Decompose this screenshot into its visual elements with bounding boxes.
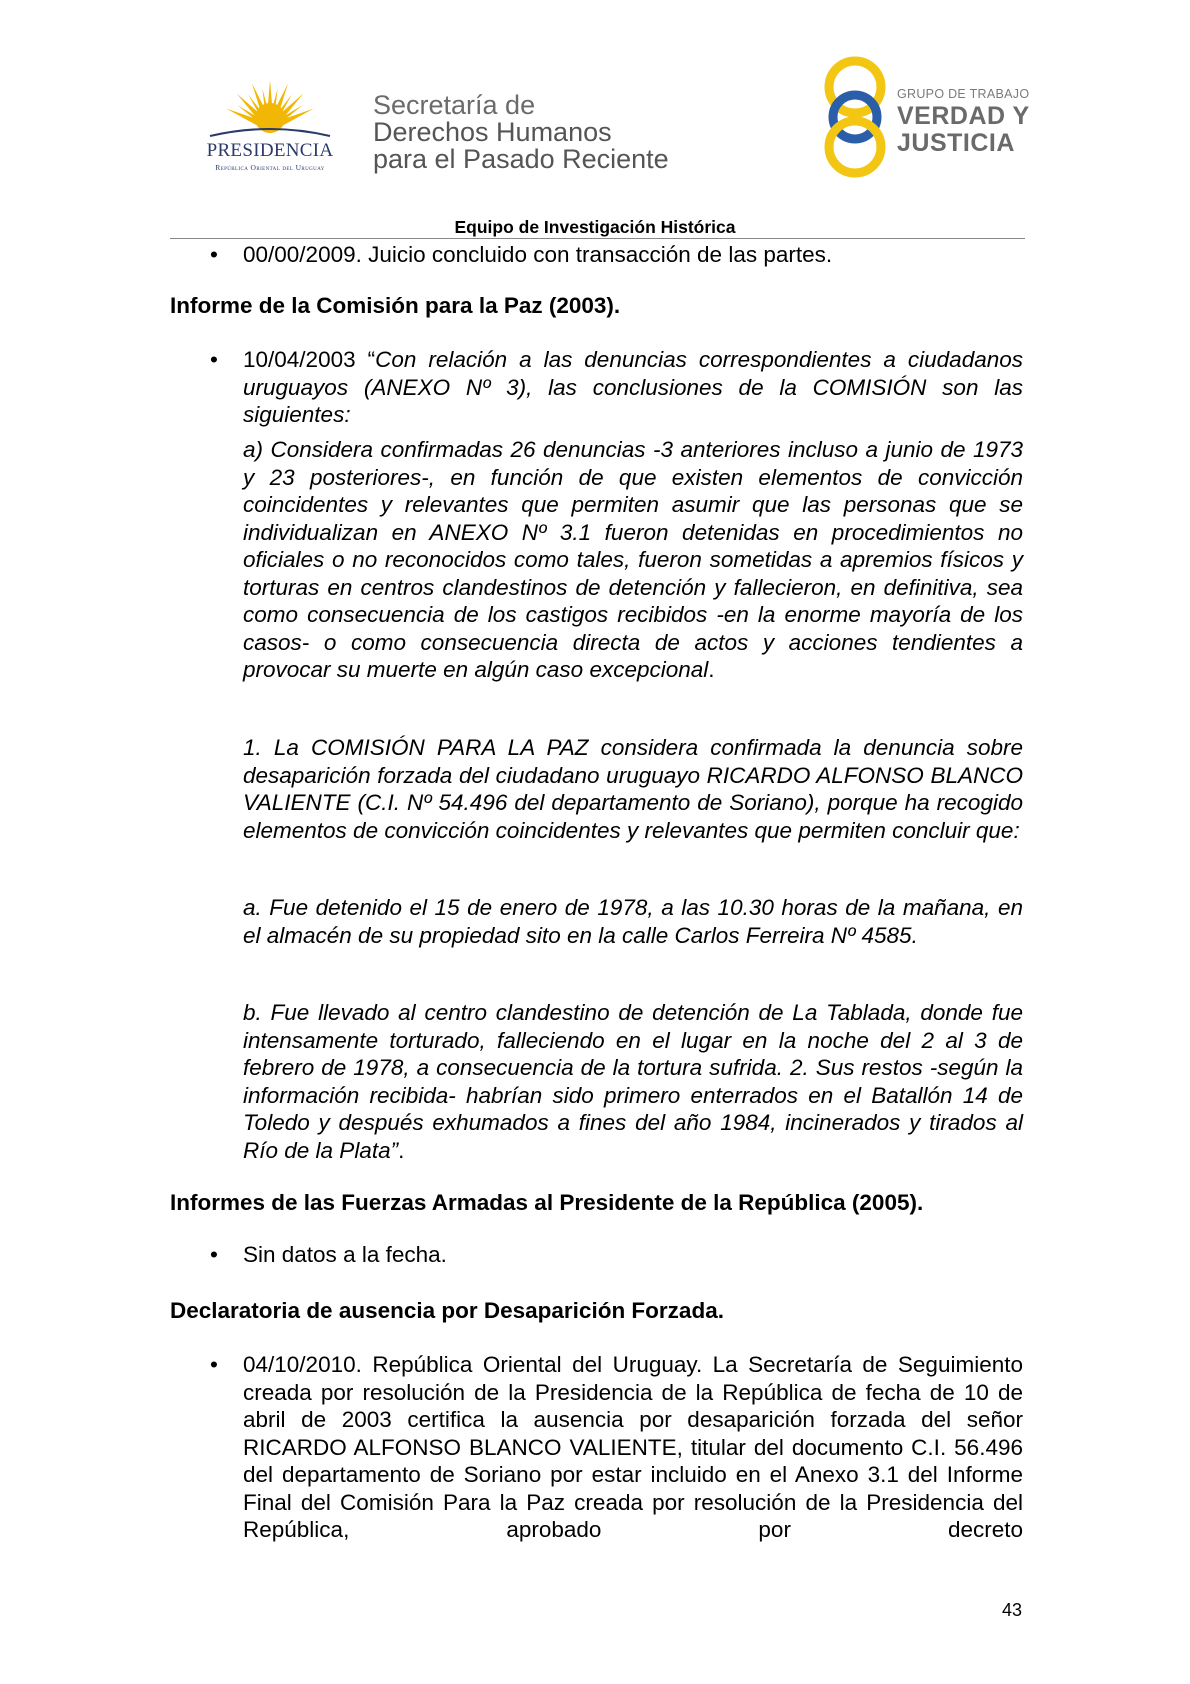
verdad-label: VERDAD Y [897, 102, 1030, 130]
secretaria-title [373, 92, 669, 173]
sun-emblem-icon [195, 78, 345, 140]
paragraph-a [243, 436, 1023, 684]
presidencia-logo [195, 78, 355, 178]
paragraph-a-end: . [708, 657, 715, 682]
section-heading-fuerzas-armadas: Informes de las Fuerzas Armadas al Presidente de la República (2005). [170, 1190, 924, 1215]
secretaria-line-1: Secretaría de [373, 90, 536, 120]
header-divider [170, 238, 1025, 239]
grupo-label: GRUPO DE TRABAJO [897, 87, 1030, 101]
bullet-icon: • [210, 1352, 218, 1377]
paragraph-a-text: a) Considera confirmadas 26 denuncias -3 anteriores incluso a junio de 1973 y 23 posteriores-, en función de que existen elementos de convicción coincidentes y relevantes que permiten asumir que las personas que se individualizan en ANEXO Nº 3.1 fueron detenidas en procedimientos no oficiales o no reconocidos como tales, fueron sometidas a apremios físicos y torturas en centros clandestinos de detención y fallecieron, en definitiva, sea como consecuencia de los castigos recibidos -en la enorme mayoría de los casos- o como consecuencia directa de actos y acciones tendientes a provocar su muerte en algún caso excepcional [243, 437, 1023, 682]
declaratoria-bullet: 04/10/2010. República Oriental del Uruguay. La Secretaría de Seguimiento creada por resolución de la Presidencia de la República de fecha de 10 de abril de 2003 certifica la ausencia por desaparición forzada del señor RICARDO ALFONSO BLANCO VALIENTE, titular del documento C.I. 56.496 del departamento de Soriano por estar incluido en el Anexo 3.1 del Informe Final del Comisión Para la Paz creada por resolución de la Presidencia del República, aprobado por decreto [243, 1352, 1023, 1542]
paragraph-b-end: . [398, 1137, 405, 1163]
page-number: 43 [1002, 1600, 1023, 1620]
bullet-icon: • [210, 1242, 218, 1267]
interlocked-rings-icon [820, 55, 895, 180]
justicia-label: JUSTICIA [897, 129, 1015, 157]
verdad-justicia-logo [820, 55, 1060, 180]
presidencia-subtitle: República Oriental del Uruguay [215, 163, 325, 172]
secretaria-line-3: para el Pasado Reciente [373, 144, 669, 174]
paragraph-a-detention: a. Fue detenido el 15 de enero de 1978, a las 10.30 horas de la mañana, en el almacén de su propiedad sito en la calle Carlos Ferreira Nº 4585. [243, 895, 1023, 948]
section-heading-comision-paz: Informe de la Comisión para la Paz (2003). [170, 293, 621, 318]
paragraph-b-text: b. Fue llevado al centro clandestino de detención de La Tablada, donde fue intensamente torturado, falleciendo en el lugar en la noche del 2 al 3 de febrero de 1978, a consecuencia de la tortura sufrida. 2. Sus restos -según la información recibida- habrían sido primero enterrados en el Batallón 14 de Toledo y después exhumados a fines del año 1984, incinerados y tirados al Río de la Plata” [243, 1000, 1023, 1163]
comision-paz-quote [243, 346, 1023, 429]
section-heading-declaratoria: Declaratoria de ausencia por Desaparición Forzada. [170, 1298, 724, 1323]
paragraph-1: 1. La COMISIÓN PARA LA PAZ considera confirmada la denuncia sobre desaparición forzada del ciudadano uruguayo RICARDO ALFONSO BLANCO VALIENTE (C.I. Nº 54.496 del departamento de Soriano), porque ha recogido elementos de convicción coincidentes y relevantes que permiten concluir que: [243, 735, 1023, 843]
top-bullet-text: 00/00/2009. Juicio concluido con transacción de las partes. [243, 242, 833, 267]
fuerzas-armadas-bullet: Sin datos a la fecha. [243, 1242, 447, 1267]
team-title: Equipo de Investigación Histórica [454, 217, 736, 237]
bullet-icon: • [210, 347, 218, 372]
bullet-icon: • [210, 242, 218, 267]
quote-date: 10/04/2003 “ [243, 347, 376, 372]
secretaria-line-2: Derechos Humanos [373, 117, 612, 147]
quote-intro: Con relación a las denuncias correspondientes a ciudadanos uruguayos (ANEXO Nº 3), las conclusiones de la COMISIÓN son las siguientes: [243, 347, 1023, 427]
paragraph-b [243, 999, 1023, 1164]
presidencia-name: PRESIDENCIA [206, 140, 334, 161]
